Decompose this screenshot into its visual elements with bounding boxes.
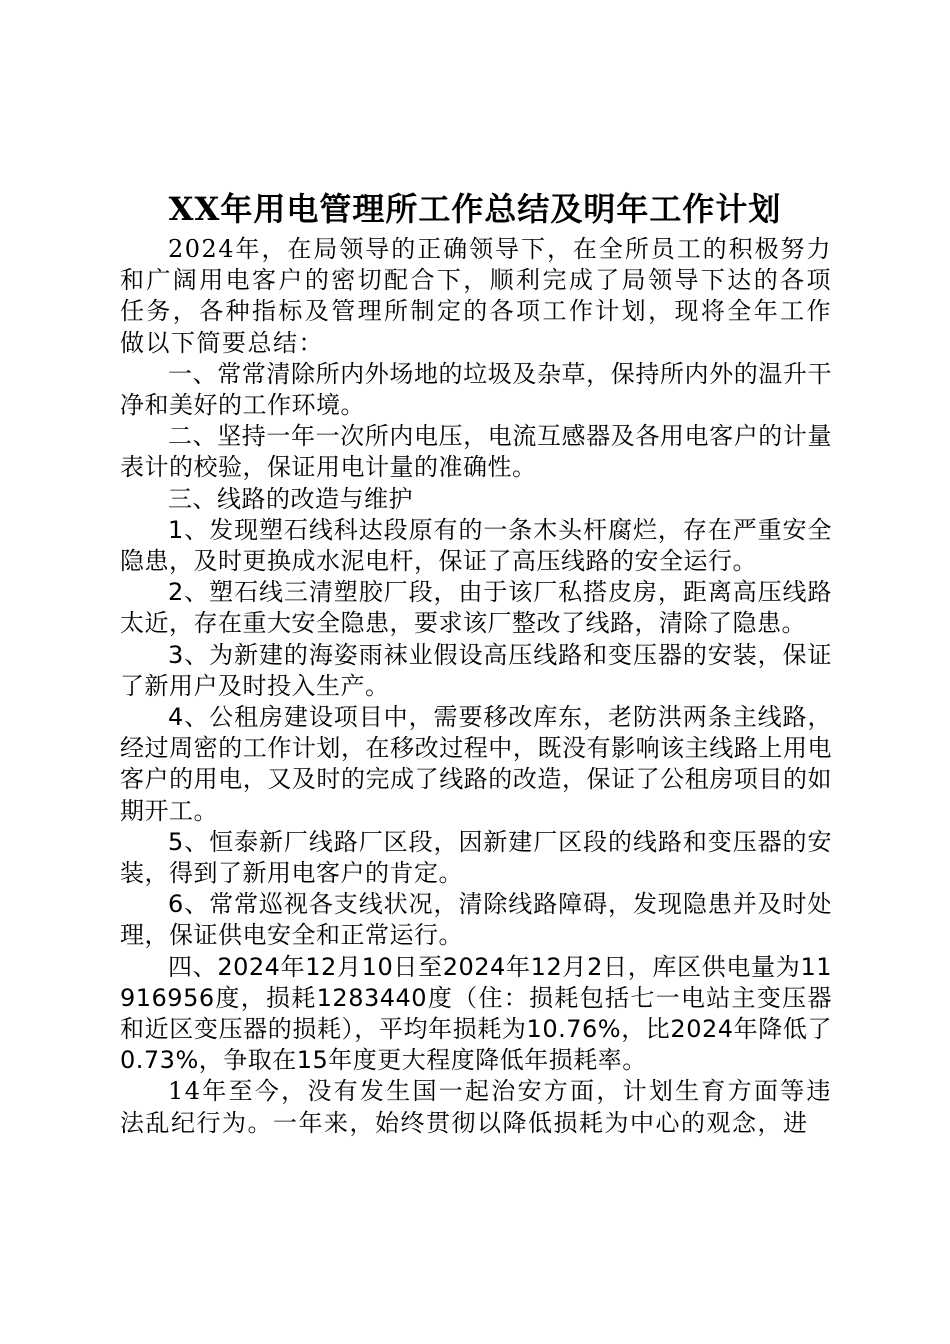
- paragraph-closing: 14年至今，没有发生国一起治安方面，计划生育方面等违法乱纪行为。一年来，始终贯彻以降低损耗为中心的观念，进: [120, 1077, 832, 1137]
- paragraph-subitem-4: 4、公租房建设项目中，需要移改库东，老防洪两条主线路，经过周密的工作计划，在移改过程中，既没有影响该主线路上用电客户的用电，又及时的完成了线路的改造，保证了公租房项目的如期开工。: [120, 703, 832, 825]
- paragraph-subitem-6: 6、常常巡视各支线状况，清除线路障碍，发现隐患并及时处理，保证供电安全和正常运行。: [120, 890, 832, 950]
- paragraph-item-4: 四、2024年12月10日至2024年12月2日，库区供电量为11916956度，损耗1283440度（住：损耗包括七一电站主变压器和近区变压器的损耗），平均年损耗为10.76%，比2024年降低了0.73%，争取在15年度更大程度降低年损耗率。: [120, 952, 832, 1075]
- paragraph-subitem-5: 5、恒泰新厂线路厂区段，因新建厂区段的线路和变压器的安装，得到了新用电客户的肯定。: [120, 827, 832, 888]
- document-title: XX年用电管理所工作总结及明年工作计划: [168, 190, 782, 228]
- document-body: [120, 234, 832, 1139]
- paragraph-subitem-2: 2、塑石线三清塑胶厂段，由于该厂私搭皮房，距离高压线路太近，存在重大安全隐患，要求该厂整改了线路，清除了隐患。: [120, 578, 832, 638]
- paragraph-item-1: 一、常常清除所内外场地的垃圾及杂草，保持所内外的温升干净和美好的工作环境。: [120, 359, 832, 420]
- paragraph-item-2: 二、坚持一年一次所内电压，电流互感器及各用电客户的计量表计的校验，保证用电计量的准确性。: [120, 422, 832, 482]
- paragraph-item-3-heading: 三、线路的改造与维护: [168, 484, 413, 513]
- paragraph-intro: 2024年，在局领导的正确领导下，在全所员工的积极努力和广阔用电客户的密切配合下，顺利完成了局领导下达的各项任务，各种指标及管理所制定的各项工作计划，现将全年工作做以下简要总结：: [120, 235, 832, 357]
- paragraph-subitem-1: 1、发现塑石线科达段原有的一条木头杆腐烂，存在严重安全隐患，及时更换成水泥电杆，保证了高压线路的安全运行。: [120, 515, 832, 576]
- paragraph-subitem-3: 3、为新建的海姿雨袜业假设高压线路和变压器的安装，保证了新用户及时投入生产。: [120, 640, 832, 700]
